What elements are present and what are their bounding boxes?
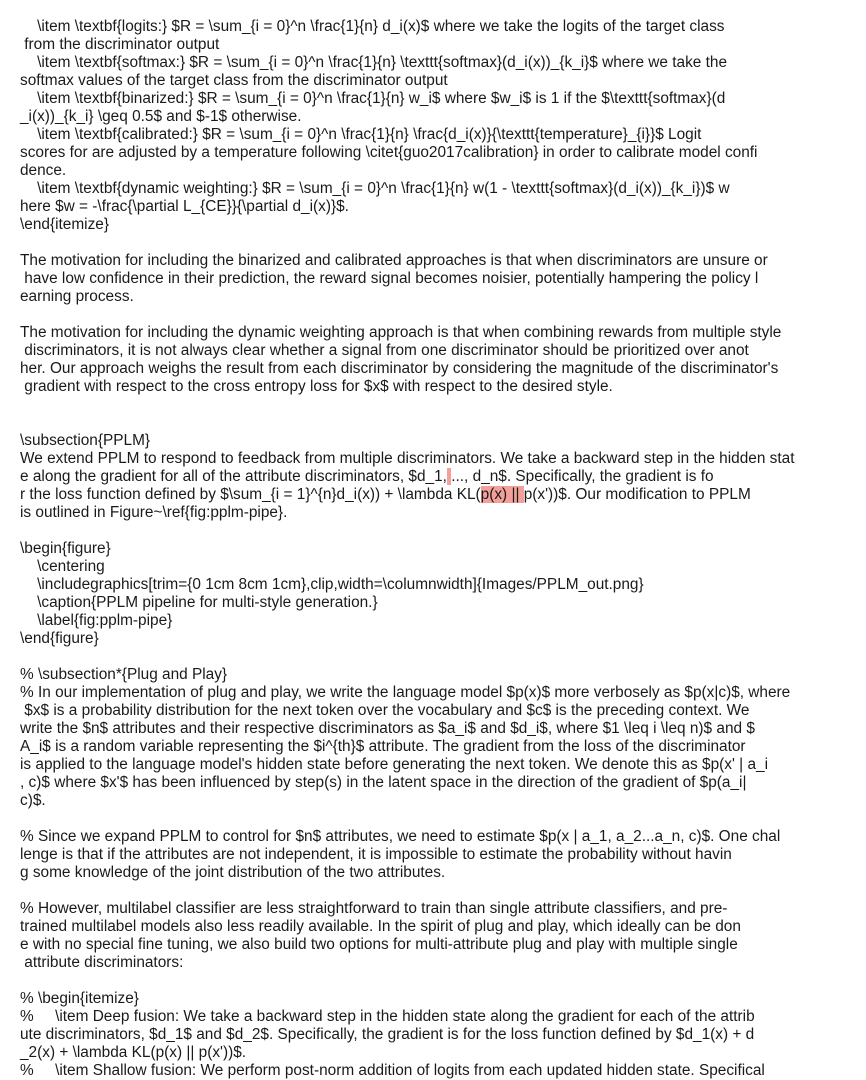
text-line <box>20 396 858 414</box>
text-segment: _2(x) + \lambda KL(p(x) || p(x'))$. <box>20 1044 247 1061</box>
text-segment: ..., d_n$. Specifically, the gradient is fo <box>451 468 714 485</box>
text-segment: discriminators, it is not always clear whether a signal from one discriminator should be prioritized over anot <box>20 342 749 359</box>
text-line <box>20 162 858 180</box>
text-line <box>20 594 858 612</box>
text-line <box>20 504 858 522</box>
text-segment: ute discriminators, $d_1$ and $d_2$. Specifically, the gradient is for the loss function defined by $d_1(x) + d <box>20 1026 755 1043</box>
text-segment: $x$ is a probability distribution for the next token over the vocabulary and $c$ is the preceding context. We <box>20 702 750 719</box>
text-line <box>20 450 858 468</box>
text-segment: \begin{figure} <box>20 540 111 557</box>
text-segment: % \begin{itemize} <box>20 990 139 1007</box>
text-segment: is outlined in Figure~\ref{fig:pplm-pipe}. <box>20 504 288 521</box>
highlighted-text: p(x) || <box>480 486 524 503</box>
text-line <box>20 144 858 162</box>
text-segment: gradient with respect to the cross entropy loss for $x$ with respect to the desired style. <box>20 378 613 395</box>
text-segment: % However, multilabel classifier are less straightforward to train than single attribute classifiers, and pre- <box>20 900 728 917</box>
text-line <box>20 684 858 702</box>
text-segment: lenge is that if the attributes are not independent, it is impossible to estimate the probability without havin <box>20 846 732 863</box>
text-line <box>20 918 858 936</box>
text-segment: scores for are adjusted by a temperature following \citet{guo2017calibration} in order to calibrate model confi <box>20 144 758 161</box>
text-segment: p(x'))$. Our modification to PPLM <box>523 486 751 503</box>
text-line <box>20 90 858 108</box>
text-segment: softmax values of the target class from the discriminator output <box>20 72 448 89</box>
text-line <box>20 270 858 288</box>
text-segment: earning process. <box>20 288 134 305</box>
text-segment: \subsection{PPLM} <box>20 432 151 449</box>
text-line <box>20 864 858 882</box>
text-segment: \item \textbf{dynamic weighting:} $R = \sum_{i = 0}^n \frac{1}{n} w(1 - \texttt{softmax}(d_i(x))_{k_i})$ w <box>20 180 730 197</box>
text-segment: A_i$ is a random variable representing the $i^{th}$ attribute. The gradient from the loss of the discriminator <box>20 738 746 755</box>
text-line <box>20 432 858 450</box>
text-segment: % Since we expand PPLM to control for $n$ attributes, we need to estimate $p(x | a_1, a_2...a_n, c)$. One chal <box>20 828 781 845</box>
text-segment: from the discriminator output <box>20 36 220 53</box>
text-line <box>20 846 858 864</box>
text-segment: e along the gradient for all of the attribute discriminators, $d_1, <box>20 468 447 485</box>
text-line <box>20 126 858 144</box>
text-line <box>20 342 858 360</box>
text-line <box>20 576 858 594</box>
text-segment: e with no special fine tuning, we also build two options for multi-attribute plug and play with multiple single <box>20 936 738 953</box>
text-line <box>20 180 858 198</box>
text-line <box>20 972 858 990</box>
text-line <box>20 954 858 972</box>
text-segment: % \item Shallow fusion: We perform post-norm addition of logits from each updated hidden state. Specifical <box>20 1062 765 1079</box>
text-segment: \includegraphics[trim={0 1cm 8cm 1cm},clip,width=\columnwidth]{Images/PPLM_out.png} <box>20 576 644 593</box>
text-line <box>20 756 858 774</box>
text-line <box>20 234 858 252</box>
text-line <box>20 558 858 576</box>
text-segment: The motivation for including the binarized and calibrated approaches is that when discriminators are unsure or <box>20 252 768 269</box>
text-line <box>20 108 858 126</box>
text-segment: \item \textbf{softmax:} $R = \sum_{i = 0}^n \frac{1}{n} \texttt{softmax}(d_i(x))_{k_i}$ where we take the <box>20 54 728 71</box>
text-line <box>20 810 858 828</box>
text-segment: % In our implementation of plug and play, we write the language model $p(x)$ more verbosely as $p(x|c)$, where <box>20 684 791 701</box>
text-line <box>20 468 858 486</box>
text-line <box>20 198 858 216</box>
text-segment: , c)$ where $x'$ has been influenced by step(s) in the latent space in the direction of the gradient of $p(a_i| <box>20 774 747 791</box>
text-segment: write the $n$ attributes and their respective discriminators as $a_i$ and $d_i$, where $1 \leq i \leq n)$ and $ <box>20 720 755 737</box>
text-segment: \label{fig:pplm-pipe} <box>20 612 173 629</box>
text-line <box>20 486 858 504</box>
text-segment: The motivation for including the dynamic weighting approach is that when combining rewards from multiple style <box>20 324 782 341</box>
text-line <box>20 36 858 54</box>
text-segment: c)$. <box>20 792 46 809</box>
text-segment: attribute discriminators: <box>20 954 184 971</box>
text-segment: trained multilabel models also less readily available. In the spirit of plug and play, which ideally can be don <box>20 918 741 935</box>
text-line <box>20 936 858 954</box>
text-line <box>20 792 858 810</box>
text-segment: \item \textbf{calibrated:} $R = \sum_{i = 0}^n \frac{1}{n} \frac{d_i(x)}{\texttt{temperature}_{i}}$ Logit <box>20 126 702 143</box>
text-line <box>20 828 858 846</box>
text-segment: g some knowledge of the joint distribution of the two attributes. <box>20 864 446 881</box>
text-line <box>20 1044 858 1062</box>
text-line <box>20 1008 858 1026</box>
text-line <box>20 288 858 306</box>
text-line <box>20 774 858 792</box>
text-line <box>20 666 858 684</box>
text-line <box>20 378 858 396</box>
text-line <box>20 72 858 90</box>
latex-source-text[interactable] <box>0 18 866 1080</box>
text-line <box>20 720 858 738</box>
text-segment: _i(x))_{k_i} \geq 0.5$ and $-1$ otherwise. <box>20 108 302 125</box>
text-line <box>20 252 858 270</box>
text-line <box>20 216 858 234</box>
text-line <box>20 414 858 432</box>
text-segment: here $w = -\frac{\partial L_{CE}}{\partial d_i(x)}$. <box>20 198 349 215</box>
text-line <box>20 540 858 558</box>
text-segment: \item \textbf{logits:} $R = \sum_{i = 0}^n \frac{1}{n} d_i(x)$ where we take the logits of the target class <box>20 18 725 35</box>
text-line <box>20 18 858 36</box>
text-line <box>20 990 858 1008</box>
text-segment: is applied to the language model's hidden state before generating the next token. We denote this as $p(x' | a_i <box>20 756 768 773</box>
text-line <box>20 306 858 324</box>
text-line <box>20 324 858 342</box>
text-line <box>20 1026 858 1044</box>
text-segment: \caption{PPLM pipeline for multi-style generation.} <box>20 594 378 611</box>
text-line <box>20 54 858 72</box>
text-line <box>20 522 858 540</box>
text-segment: \end{figure} <box>20 630 99 647</box>
text-segment: We extend PPLM to respond to feedback from multiple discriminators. We take a backward step in the hidden stat <box>20 450 795 467</box>
text-segment: dence. <box>20 162 67 179</box>
text-segment: \end{itemize} <box>20 216 109 233</box>
text-segment: \centering <box>20 558 105 575</box>
text-segment: % \item Deep fusion: We take a backward step in the hidden state along the gradient for each of the attrib <box>20 1008 755 1025</box>
text-line <box>20 648 858 666</box>
text-line <box>20 612 858 630</box>
text-line <box>20 1062 858 1080</box>
text-line <box>20 630 858 648</box>
text-line <box>20 738 858 756</box>
text-line <box>20 882 858 900</box>
text-segment: her. Our approach weighs the result from each discriminator by considering the magnitude of the discriminator's <box>20 360 779 377</box>
text-line <box>20 360 858 378</box>
text-segment: have low confidence in their prediction, the reward signal becomes noisier, potentially hampering the policy l <box>20 270 759 287</box>
text-segment: % \subsection*{Plug and Play} <box>20 666 228 683</box>
text-segment: \item \textbf{binarized:} $R = \sum_{i = 0}^n \frac{1}{n} w_i$ where $w_i$ is 1 if the $\texttt{softmax}(d <box>20 90 726 107</box>
text-line <box>20 702 858 720</box>
text-segment: r the loss function defined by $\sum_{i = 1}^{n}d_i(x)) + \lambda KL( <box>20 486 481 503</box>
text-line <box>20 900 858 918</box>
